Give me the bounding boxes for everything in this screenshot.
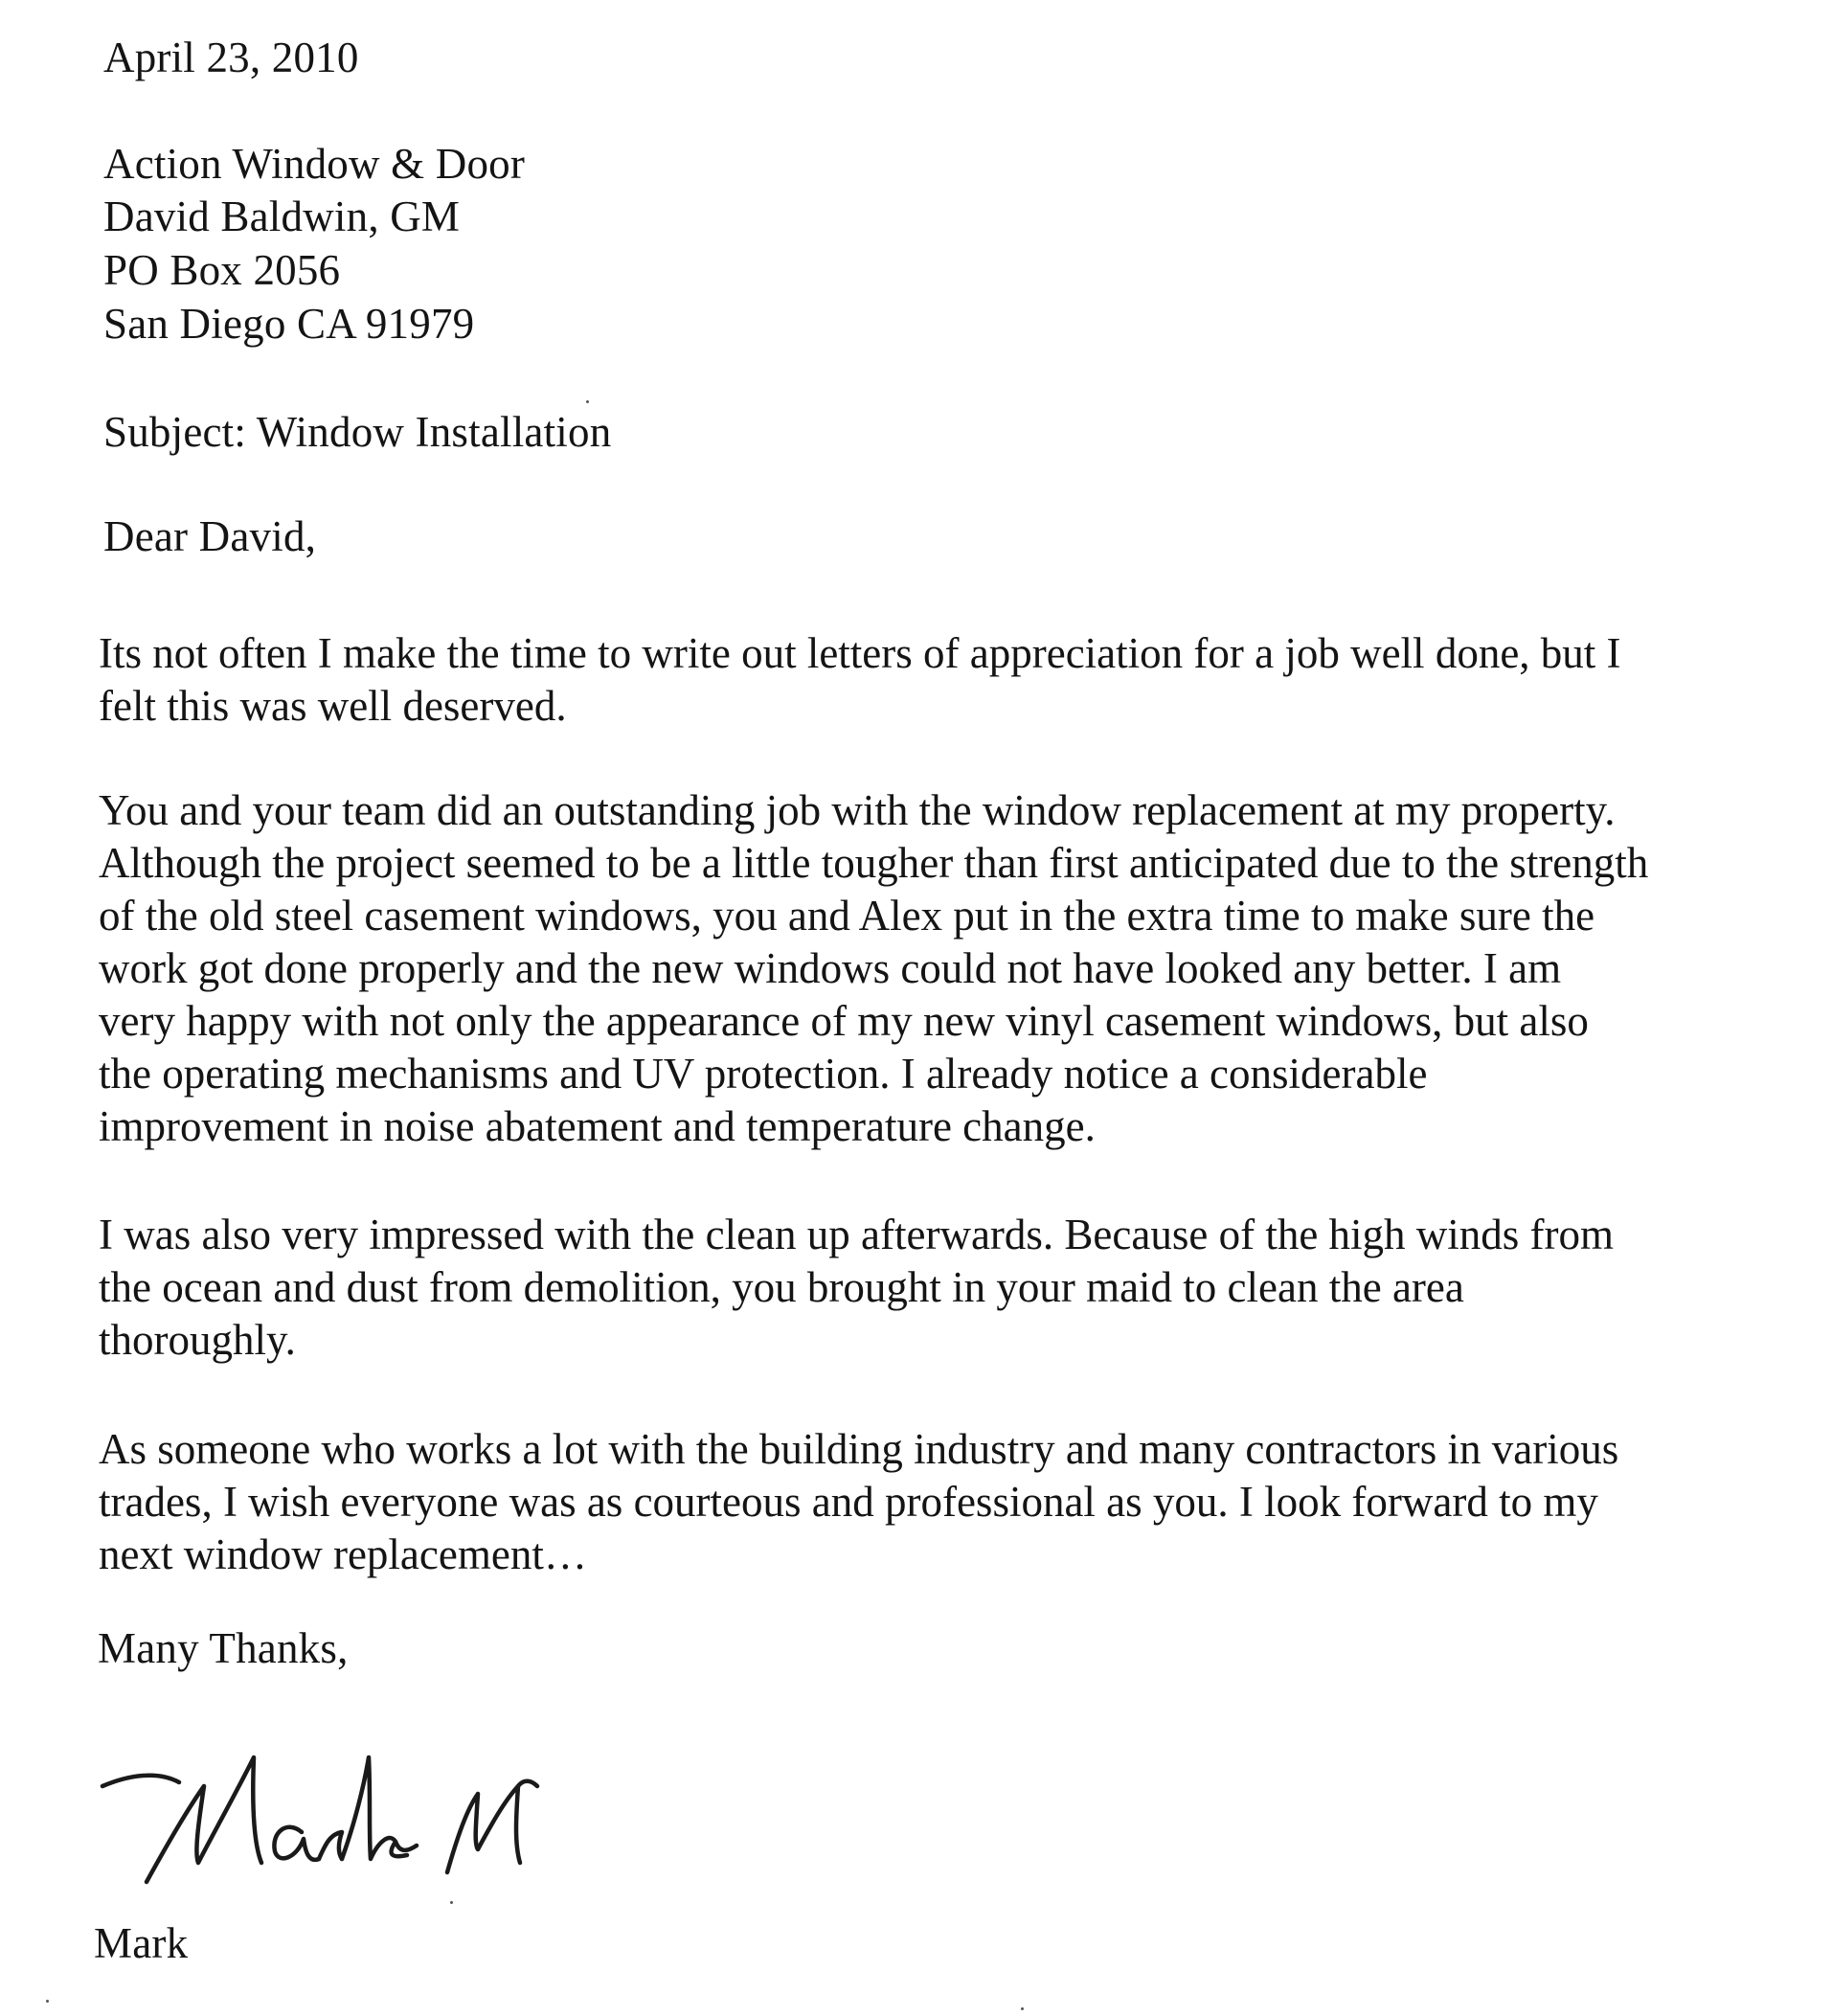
- paragraph-3-line: the ocean and dust from demolition, you brought in your maid to clean the area: [99, 1263, 1464, 1311]
- paragraph-4-line: As someone who works a lot with the building industry and many contractors in various: [99, 1425, 1619, 1473]
- paragraph-3-line: I was also very impressed with the clean up afterwards. Because of the high winds from: [99, 1211, 1615, 1258]
- paragraph-2-line: work got done properly and the new windows could not have looked any better. I am: [99, 944, 1562, 992]
- paragraph-3-line: thoroughly.: [99, 1316, 296, 1364]
- paragraph-4-line: trades, I wish everyone was as courteous and professional as you. I look forward to my: [99, 1478, 1598, 1526]
- letter-salutation: Dear David,: [103, 512, 317, 560]
- letter-subject: Subject: Window Installation: [103, 408, 612, 456]
- recipient-name: David Baldwin, GM: [103, 193, 461, 240]
- scan-speck: [586, 400, 589, 403]
- paragraph-2-line: Although the project seemed to be a little tougher than first anticipated due to the strength: [99, 839, 1649, 887]
- paragraph-2-line: You and your team did an outstanding job with the window replacement at my property.: [99, 786, 1616, 834]
- recipient-city: San Diego CA 91979: [103, 300, 475, 348]
- paragraph-2: [99, 784, 1648, 1153]
- paragraph-2-line: very happy with not only the appearance of my new vinyl casement windows, but also: [99, 997, 1589, 1045]
- paragraph-2-line: the operating mechanisms and UV protection. I already notice a considerable: [99, 1050, 1428, 1098]
- paragraph-1-line: Its not often I make the time to write out letters of appreciation for a job well done, but I: [99, 629, 1621, 677]
- paragraph-2-line: improvement in noise abatement and temperature change.: [99, 1102, 1096, 1150]
- paragraph-1: [99, 627, 1621, 733]
- paragraph-4: [99, 1423, 1618, 1581]
- recipient-company: Action Window & Door: [103, 140, 526, 188]
- scan-speck: [46, 2000, 49, 2003]
- letter-date: April 23, 2010: [103, 34, 359, 81]
- paragraph-4-line: next window replacement…: [99, 1530, 587, 1578]
- handwritten-signature: [91, 1719, 560, 1911]
- signer-name: Mark: [94, 1919, 189, 1967]
- paragraph-3: [99, 1209, 1614, 1367]
- recipient-po-box: PO Box 2056: [103, 246, 341, 294]
- letter-closing: Many Thanks,: [98, 1624, 349, 1672]
- paragraph-1-line: felt this was well deserved.: [99, 682, 567, 730]
- scan-speck: [1021, 2007, 1024, 2010]
- scan-speck: [450, 1901, 453, 1904]
- paragraph-2-line: of the old steel casement windows, you and Alex put in the extra time to make sure the: [99, 892, 1595, 940]
